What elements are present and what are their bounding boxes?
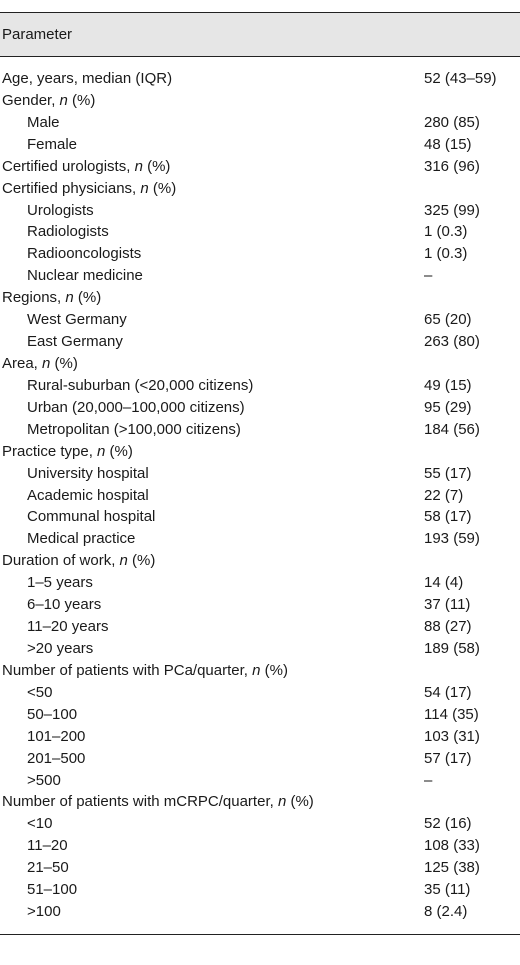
row-label — [27, 901, 61, 923]
table-row — [0, 770, 520, 792]
row-label-text: Radiologists — [27, 223, 109, 241]
table-row — [0, 265, 520, 287]
row-value: 8 (2.4) — [424, 903, 468, 921]
row-label-text: 1–5 years — [27, 574, 93, 592]
row-label — [2, 353, 78, 375]
table-row — [0, 835, 520, 857]
row-label-suffix: (%) — [260, 661, 288, 679]
row-label-text: Regions, — [2, 289, 66, 307]
row-label — [27, 200, 94, 222]
row-label — [27, 243, 141, 265]
row-label-text: Female — [27, 135, 78, 153]
row-label — [27, 397, 245, 419]
row-label-text: Metropolitan (>100,000 citizens) — [27, 420, 241, 438]
row-value: 193 (59) — [424, 530, 480, 548]
row-label-text: 21–50 — [27, 859, 69, 877]
row-label — [27, 112, 60, 134]
row-value: 22 (7) — [424, 486, 464, 504]
table-row — [0, 309, 520, 331]
table-row — [0, 156, 520, 178]
row-label-italic: n — [277, 793, 287, 811]
row-label-text: Number of patients with mCRPC/quarter, — [2, 793, 278, 811]
row-label — [27, 485, 149, 507]
row-label — [2, 791, 314, 813]
row-label-text: East Germany — [27, 333, 123, 351]
table-row — [0, 463, 520, 485]
row-label-text: >20 years — [27, 639, 94, 657]
row-label — [27, 572, 93, 594]
row-label — [27, 309, 127, 331]
row-label-suffix: (%) — [127, 552, 156, 570]
row-label-text: Practice type, — [2, 442, 98, 460]
table-row — [0, 506, 520, 528]
row-label-suffix: (%) — [67, 91, 96, 109]
table-row — [0, 375, 520, 397]
row-label-italic: n — [65, 289, 74, 307]
row-value: 58 (17) — [424, 508, 472, 526]
bottom-rule — [0, 934, 520, 935]
row-value: 108 (33) — [424, 837, 480, 855]
row-label-text: Duration of work, — [2, 552, 120, 570]
table-row — [0, 660, 520, 682]
row-label-text: Academic hospital — [27, 486, 149, 504]
row-label-text: 101–200 — [27, 727, 86, 745]
row-label — [2, 660, 288, 682]
row-label-text: <10 — [27, 815, 53, 833]
row-label-text: Certified physicians, — [2, 179, 141, 197]
row-label — [2, 441, 133, 463]
row-label-text: 50–100 — [27, 705, 78, 723]
table-row — [0, 200, 520, 222]
row-value: 280 (85) — [424, 113, 480, 131]
row-value: 65 (20) — [424, 311, 472, 329]
table-row — [0, 616, 520, 638]
table-row — [0, 397, 520, 419]
table-body — [0, 68, 520, 923]
table-row — [0, 550, 520, 572]
row-label-text: 11–20 years — [27, 618, 109, 636]
row-value: 263 (80) — [424, 333, 480, 351]
table-row — [0, 594, 520, 616]
row-label — [2, 550, 155, 572]
row-label-text: Certified urologists, — [2, 157, 135, 175]
row-label — [27, 835, 68, 857]
table-row — [0, 901, 520, 923]
row-value: 55 (17) — [424, 464, 472, 482]
row-label-text: Medical practice — [27, 530, 136, 548]
table-row — [0, 68, 520, 90]
row-label-text: >500 — [27, 771, 61, 789]
row-value: 325 (99) — [424, 201, 480, 219]
row-label-text: Area, — [2, 354, 43, 372]
row-label — [27, 331, 123, 353]
row-label — [27, 813, 52, 835]
table-row — [0, 178, 520, 200]
row-label-text: Urban (20,000–100,000 citizens) — [27, 398, 245, 416]
row-label-text: University hospital — [27, 464, 149, 482]
row-value: 57 (17) — [424, 749, 472, 767]
table-row — [0, 243, 520, 265]
row-label-text: Number of patients with PCa/quarter, — [2, 661, 253, 679]
row-value: 35 (11) — [424, 881, 471, 899]
row-label-italic: n — [140, 179, 149, 197]
row-label — [2, 68, 172, 90]
header-rule — [0, 56, 520, 57]
row-value: 49 (15) — [424, 376, 472, 394]
row-label-text: >100 — [27, 903, 61, 921]
row-label — [2, 156, 170, 178]
row-label-text: 6–10 years — [27, 596, 102, 614]
row-value: 48 (15) — [424, 135, 472, 153]
row-label-text: Radiooncologists — [27, 245, 142, 263]
row-label — [27, 770, 61, 792]
table-row — [0, 221, 520, 243]
table-row — [0, 726, 520, 748]
row-label-suffix: (%) — [73, 289, 102, 307]
row-label — [27, 528, 135, 550]
row-value: 316 (96) — [424, 157, 480, 175]
row-label — [27, 704, 77, 726]
row-label-suffix: (%) — [105, 442, 133, 460]
row-label — [27, 463, 149, 485]
row-label — [27, 506, 155, 528]
row-label-italic: n — [42, 354, 51, 372]
row-value: 189 (58) — [424, 639, 480, 657]
row-value: 88 (27) — [424, 618, 472, 636]
table-row — [0, 813, 520, 835]
row-label-suffix: (%) — [50, 354, 78, 372]
row-value: 54 (17) — [424, 683, 472, 701]
header-parameter-label: Parameter — [2, 26, 73, 43]
row-label-text: West Germany — [27, 311, 127, 329]
row-label-text: 51–100 — [27, 881, 78, 899]
row-value: 1 (0.3) — [424, 245, 468, 263]
row-label-text: Urologists — [27, 201, 94, 219]
row-label-text: <50 — [27, 683, 53, 701]
table-row — [0, 879, 520, 901]
row-label-italic: n — [119, 552, 128, 570]
table-row — [0, 682, 520, 704]
row-value: 1 (0.3) — [424, 223, 468, 241]
table-row — [0, 419, 520, 441]
table-header — [0, 13, 520, 56]
row-label — [2, 178, 176, 200]
table-row — [0, 112, 520, 134]
row-label-text: Male — [27, 113, 60, 131]
table-row — [0, 441, 520, 463]
row-label — [27, 265, 143, 287]
row-label — [27, 134, 77, 156]
row-value: 37 (11) — [424, 596, 471, 614]
row-label — [27, 857, 69, 879]
row-label — [2, 287, 101, 309]
row-label — [27, 594, 101, 616]
table-row — [0, 485, 520, 507]
row-value: 184 (56) — [424, 420, 480, 438]
row-label — [27, 682, 52, 704]
row-label-suffix: (%) — [148, 179, 177, 197]
row-value: 103 (31) — [424, 727, 480, 745]
table-row — [0, 791, 520, 813]
row-label — [27, 748, 85, 770]
row-label-text: Communal hospital — [27, 508, 156, 526]
table-row — [0, 572, 520, 594]
table-row — [0, 638, 520, 660]
row-label-text: Age, years, median (IQR) — [2, 70, 173, 87]
row-value: – — [424, 771, 433, 789]
row-label-italic: n — [59, 91, 68, 109]
table-row — [0, 331, 520, 353]
row-label-suffix: (%) — [286, 793, 314, 811]
row-label — [27, 221, 109, 243]
row-label-text: Gender, — [2, 91, 60, 109]
table-row — [0, 90, 520, 112]
table-row — [0, 353, 520, 375]
table-row — [0, 528, 520, 550]
row-label-italic: n — [134, 157, 143, 175]
table-row — [0, 134, 520, 156]
row-label — [27, 638, 93, 660]
row-value: 125 (38) — [424, 859, 480, 877]
row-label-text: Rural-suburban (<20,000 citizens) — [27, 376, 254, 394]
row-value: 114 (35) — [424, 705, 479, 723]
row-value: – — [424, 267, 433, 285]
row-value: 14 (4) — [424, 574, 464, 592]
row-label — [27, 879, 77, 901]
row-label-text: 201–500 — [27, 749, 86, 767]
row-value: 52 (43–59) — [424, 70, 497, 87]
row-label-italic: n — [252, 661, 261, 679]
row-label — [27, 375, 253, 397]
row-value: 95 (29) — [424, 398, 472, 416]
table-row — [0, 287, 520, 309]
table-row — [0, 748, 520, 770]
row-label-text: 11–20 — [27, 837, 68, 855]
table-row — [0, 857, 520, 879]
row-label — [27, 419, 241, 441]
row-label-italic: n — [97, 442, 106, 460]
row-label — [27, 616, 108, 638]
row-value: 52 (16) — [424, 815, 472, 833]
row-label — [2, 90, 95, 112]
row-label-suffix: (%) — [142, 157, 171, 175]
table-row — [0, 704, 520, 726]
row-label — [27, 726, 85, 748]
row-label-text: Nuclear medicine — [27, 267, 143, 285]
